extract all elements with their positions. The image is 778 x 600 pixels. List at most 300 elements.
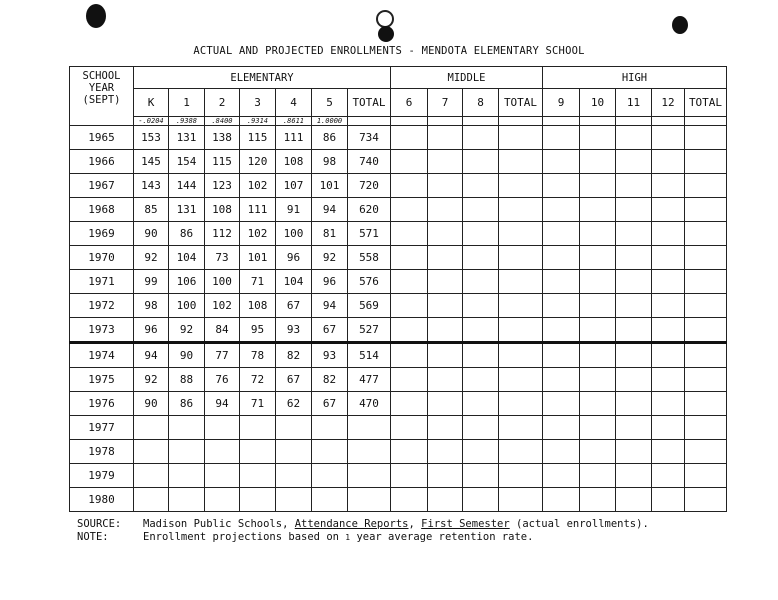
enrollment-cell bbox=[348, 488, 391, 512]
empty-cell bbox=[616, 246, 652, 270]
enrollment-cell: 67 bbox=[276, 294, 312, 318]
table-row bbox=[70, 392, 727, 416]
punch-hole-right bbox=[672, 16, 688, 34]
enrollment-cell: 470 bbox=[348, 392, 391, 416]
grade-header-high: 10 bbox=[580, 89, 616, 117]
grade-header-mid: 7 bbox=[428, 89, 463, 117]
empty-cell bbox=[428, 150, 463, 174]
empty-cell bbox=[652, 198, 685, 222]
year-cell: 1978 bbox=[70, 440, 134, 464]
retention-rate: -.0204 bbox=[134, 117, 169, 126]
enrollment-cell: 108 bbox=[240, 294, 276, 318]
enrollment-cell: 143 bbox=[134, 174, 169, 198]
empty-cell bbox=[580, 488, 616, 512]
source-line bbox=[77, 518, 649, 531]
grade-header-high: 9 bbox=[543, 89, 580, 117]
enrollment-cell: 94 bbox=[205, 392, 240, 416]
empty-cell bbox=[428, 416, 463, 440]
year-cell: 1967 bbox=[70, 174, 134, 198]
empty-cell bbox=[616, 150, 652, 174]
empty-cell bbox=[616, 368, 652, 392]
empty-cell bbox=[543, 392, 580, 416]
table-row bbox=[70, 198, 727, 222]
source-label: SOURCE: bbox=[77, 518, 122, 530]
empty-cell bbox=[652, 440, 685, 464]
enrollment-cell bbox=[240, 416, 276, 440]
empty-cell bbox=[391, 294, 428, 318]
empty-cell bbox=[463, 416, 499, 440]
empty-cell bbox=[463, 464, 499, 488]
empty-cell bbox=[616, 318, 652, 343]
empty-cell bbox=[652, 343, 685, 368]
empty-cell bbox=[463, 488, 499, 512]
table-row bbox=[70, 270, 727, 294]
enrollment-cell: 527 bbox=[348, 318, 391, 343]
enrollment-cell bbox=[134, 416, 169, 440]
enrollment-cell bbox=[348, 440, 391, 464]
table-row bbox=[70, 343, 727, 368]
enrollment-cell bbox=[276, 488, 312, 512]
empty-cell bbox=[580, 464, 616, 488]
table-row bbox=[70, 222, 727, 246]
empty-cell bbox=[685, 270, 727, 294]
enrollment-cell: 131 bbox=[169, 198, 205, 222]
year-cell: 1974 bbox=[70, 343, 134, 368]
enrollment-cell: 98 bbox=[312, 150, 348, 174]
enrollment-cell bbox=[312, 464, 348, 488]
empty-cell bbox=[543, 318, 580, 343]
enrollment-cell bbox=[348, 416, 391, 440]
enrollment-cell: 138 bbox=[205, 126, 240, 150]
empty-cell bbox=[463, 318, 499, 343]
empty-cell bbox=[652, 416, 685, 440]
enrollment-cell: 100 bbox=[276, 222, 312, 246]
empty-cell bbox=[543, 150, 580, 174]
enrollment-cell: 477 bbox=[348, 368, 391, 392]
enrollment-cell: 111 bbox=[276, 126, 312, 150]
enrollment-cell: 88 bbox=[169, 368, 205, 392]
empty-cell bbox=[499, 126, 543, 150]
year-cell: 1980 bbox=[70, 488, 134, 512]
note-line bbox=[77, 531, 649, 544]
empty-rate-cell bbox=[543, 117, 580, 126]
year-cell: 1977 bbox=[70, 416, 134, 440]
empty-cell bbox=[685, 343, 727, 368]
empty-cell bbox=[499, 488, 543, 512]
empty-cell bbox=[685, 464, 727, 488]
enrollment-cell bbox=[348, 464, 391, 488]
enrollment-cell: 145 bbox=[134, 150, 169, 174]
table-row bbox=[70, 464, 727, 488]
empty-cell bbox=[685, 318, 727, 343]
empty-cell bbox=[652, 126, 685, 150]
empty-cell bbox=[499, 392, 543, 416]
empty-rate-cell bbox=[685, 117, 727, 126]
source-title-semester: First Semester bbox=[421, 518, 510, 530]
table-row bbox=[70, 488, 727, 512]
empty-cell bbox=[616, 126, 652, 150]
empty-cell bbox=[428, 270, 463, 294]
empty-cell bbox=[463, 440, 499, 464]
year-cell: 1968 bbox=[70, 198, 134, 222]
enrollment-cell: 112 bbox=[205, 222, 240, 246]
enrollment-cell: 67 bbox=[312, 392, 348, 416]
enrollment-cell: 102 bbox=[205, 294, 240, 318]
empty-cell bbox=[685, 392, 727, 416]
enrollment-cell: 73 bbox=[205, 246, 240, 270]
year-cell: 1971 bbox=[70, 270, 134, 294]
empty-cell bbox=[543, 294, 580, 318]
group-header-elementary: ELEMENTARY bbox=[134, 67, 391, 89]
empty-cell bbox=[428, 318, 463, 343]
grade-header-elem: 2 bbox=[205, 89, 240, 117]
enrollment-cell: 740 bbox=[348, 150, 391, 174]
empty-cell bbox=[580, 126, 616, 150]
empty-cell bbox=[463, 368, 499, 392]
enrollment-cell: 734 bbox=[348, 126, 391, 150]
empty-cell bbox=[391, 440, 428, 464]
empty-cell bbox=[499, 198, 543, 222]
enrollment-cell: 93 bbox=[312, 343, 348, 368]
enrollment-cell: 92 bbox=[169, 318, 205, 343]
empty-cell bbox=[543, 246, 580, 270]
grade-header-elem: 3 bbox=[240, 89, 276, 117]
empty-cell bbox=[428, 126, 463, 150]
empty-cell bbox=[391, 318, 428, 343]
empty-cell bbox=[391, 270, 428, 294]
enrollment-cell: 153 bbox=[134, 126, 169, 150]
year-cell: 1972 bbox=[70, 294, 134, 318]
enrollment-cell: 104 bbox=[169, 246, 205, 270]
empty-cell bbox=[463, 246, 499, 270]
empty-rate-cell bbox=[580, 117, 616, 126]
source-text: Madison Public Schools, bbox=[143, 518, 295, 530]
empty-cell bbox=[499, 222, 543, 246]
empty-cell bbox=[580, 246, 616, 270]
empty-cell bbox=[391, 222, 428, 246]
enrollment-cell bbox=[134, 488, 169, 512]
empty-cell bbox=[428, 294, 463, 318]
enrollment-cell bbox=[276, 416, 312, 440]
empty-cell bbox=[463, 174, 499, 198]
empty-rate-cell bbox=[463, 117, 499, 126]
empty-cell bbox=[580, 270, 616, 294]
grade-header-elem: 1 bbox=[169, 89, 205, 117]
punch-hole-left bbox=[86, 4, 106, 28]
year-cell: 1973 bbox=[70, 318, 134, 343]
empty-cell bbox=[428, 392, 463, 416]
empty-cell bbox=[428, 198, 463, 222]
grade-header-elem: 5 bbox=[312, 89, 348, 117]
empty-cell bbox=[391, 368, 428, 392]
footer bbox=[77, 518, 649, 544]
enrollment-cell: 71 bbox=[240, 270, 276, 294]
enrollment-cell: 99 bbox=[134, 270, 169, 294]
empty-cell bbox=[580, 440, 616, 464]
enrollment-cell: 101 bbox=[240, 246, 276, 270]
retention-rate: .8611 bbox=[276, 117, 312, 126]
retention-rate bbox=[348, 117, 391, 126]
empty-cell bbox=[580, 318, 616, 343]
empty-cell bbox=[391, 174, 428, 198]
year-cell: 1970 bbox=[70, 246, 134, 270]
year-cell: 1966 bbox=[70, 150, 134, 174]
enrollment-cell: 72 bbox=[240, 368, 276, 392]
empty-cell bbox=[685, 416, 727, 440]
enrollment-cell: 108 bbox=[205, 198, 240, 222]
enrollment-cell: 71 bbox=[240, 392, 276, 416]
enrollment-cell: 90 bbox=[169, 343, 205, 368]
source-separator: , bbox=[408, 518, 422, 530]
enrollment-cell: 92 bbox=[312, 246, 348, 270]
retention-rate: .9388 bbox=[169, 117, 205, 126]
enrollment-cell: 77 bbox=[205, 343, 240, 368]
empty-rate-cell bbox=[428, 117, 463, 126]
empty-cell bbox=[616, 416, 652, 440]
empty-cell bbox=[391, 416, 428, 440]
empty-cell bbox=[499, 150, 543, 174]
empty-cell bbox=[463, 343, 499, 368]
grade-header-mid: 8 bbox=[463, 89, 499, 117]
empty-cell bbox=[499, 440, 543, 464]
enrollment-cell bbox=[169, 464, 205, 488]
enrollment-cell: 94 bbox=[134, 343, 169, 368]
enrollment-cell: 62 bbox=[276, 392, 312, 416]
enrollment-cell: 90 bbox=[134, 392, 169, 416]
enrollment-cell bbox=[240, 440, 276, 464]
empty-cell bbox=[652, 392, 685, 416]
empty-cell bbox=[391, 246, 428, 270]
empty-cell bbox=[543, 368, 580, 392]
empty-cell bbox=[580, 174, 616, 198]
empty-cell bbox=[580, 392, 616, 416]
empty-cell bbox=[685, 150, 727, 174]
enrollment-cell: 115 bbox=[240, 126, 276, 150]
retention-rate: 1.0000 bbox=[312, 117, 348, 126]
empty-cell bbox=[499, 270, 543, 294]
enrollment-cell bbox=[240, 464, 276, 488]
empty-cell bbox=[543, 198, 580, 222]
enrollment-cell: 108 bbox=[276, 150, 312, 174]
grade-header-mid: TOTAL bbox=[499, 89, 543, 117]
year-cell: 1979 bbox=[70, 464, 134, 488]
source-title-attendance: Attendance Reports bbox=[294, 518, 409, 530]
group-header-middle: MIDDLE bbox=[391, 67, 543, 89]
table-row bbox=[70, 126, 727, 150]
grade-header-elem: 4 bbox=[276, 89, 312, 117]
enrollment-cell: 514 bbox=[348, 343, 391, 368]
enrollment-cell bbox=[169, 416, 205, 440]
enrollment-cell bbox=[205, 440, 240, 464]
empty-cell bbox=[499, 416, 543, 440]
empty-cell bbox=[391, 150, 428, 174]
group-header-high: HIGH bbox=[543, 67, 727, 89]
note-text: Enrollment projections based on bbox=[143, 531, 346, 543]
enrollment-cell: 154 bbox=[169, 150, 205, 174]
empty-cell bbox=[685, 294, 727, 318]
empty-cell bbox=[391, 126, 428, 150]
empty-cell bbox=[428, 343, 463, 368]
empty-cell bbox=[499, 174, 543, 198]
enrollment-cell: 123 bbox=[205, 174, 240, 198]
empty-cell bbox=[543, 222, 580, 246]
empty-cell bbox=[580, 198, 616, 222]
year-cell: 1975 bbox=[70, 368, 134, 392]
empty-cell bbox=[463, 294, 499, 318]
empty-rate-cell bbox=[652, 117, 685, 126]
grade-header-high: 11 bbox=[616, 89, 652, 117]
enrollment-cell bbox=[312, 440, 348, 464]
empty-cell bbox=[652, 270, 685, 294]
enrollment-cell: 81 bbox=[312, 222, 348, 246]
table-row bbox=[70, 150, 727, 174]
year-header-line: SCHOOL bbox=[82, 70, 121, 82]
retention-rate: .9314 bbox=[240, 117, 276, 126]
empty-cell bbox=[463, 198, 499, 222]
year-column-header bbox=[70, 67, 134, 126]
empty-cell bbox=[543, 464, 580, 488]
enrollment-cell: 100 bbox=[169, 294, 205, 318]
table-row bbox=[70, 174, 727, 198]
year-cell: 1965 bbox=[70, 126, 134, 150]
enrollment-cell: 96 bbox=[312, 270, 348, 294]
enrollment-cell: 76 bbox=[205, 368, 240, 392]
empty-cell bbox=[391, 343, 428, 368]
empty-cell bbox=[428, 174, 463, 198]
enrollment-cell: 86 bbox=[169, 392, 205, 416]
empty-cell bbox=[616, 440, 652, 464]
enrollment-cell: 101 bbox=[312, 174, 348, 198]
empty-cell bbox=[580, 150, 616, 174]
note-label: NOTE: bbox=[77, 531, 109, 543]
empty-cell bbox=[616, 343, 652, 368]
enrollment-cell: 106 bbox=[169, 270, 205, 294]
enrollment-cell: 94 bbox=[312, 294, 348, 318]
empty-rate-cell bbox=[616, 117, 652, 126]
enrollment-cell bbox=[134, 440, 169, 464]
enrollment-cell: 92 bbox=[134, 368, 169, 392]
empty-cell bbox=[391, 392, 428, 416]
empty-cell bbox=[499, 246, 543, 270]
enrollment-cell: 102 bbox=[240, 174, 276, 198]
enrollment-cell bbox=[205, 416, 240, 440]
enrollment-cell bbox=[205, 488, 240, 512]
enrollment-cell: 104 bbox=[276, 270, 312, 294]
enrollment-cell: 67 bbox=[276, 368, 312, 392]
empty-cell bbox=[652, 174, 685, 198]
empty-cell bbox=[428, 368, 463, 392]
enrollment-cell: 569 bbox=[348, 294, 391, 318]
enrollment-cell: 94 bbox=[312, 198, 348, 222]
empty-cell bbox=[652, 150, 685, 174]
empty-cell bbox=[463, 392, 499, 416]
enrollment-cell: 111 bbox=[240, 198, 276, 222]
empty-cell bbox=[463, 150, 499, 174]
table-row bbox=[70, 246, 727, 270]
enrollment-cell: 620 bbox=[348, 198, 391, 222]
empty-cell bbox=[580, 368, 616, 392]
empty-cell bbox=[580, 416, 616, 440]
empty-cell bbox=[616, 464, 652, 488]
empty-cell bbox=[499, 368, 543, 392]
empty-cell bbox=[543, 343, 580, 368]
empty-cell bbox=[499, 464, 543, 488]
enrollment-cell: 82 bbox=[276, 343, 312, 368]
empty-rate-cell bbox=[499, 117, 543, 126]
empty-cell bbox=[652, 368, 685, 392]
year-header-line: YEAR bbox=[88, 82, 115, 94]
empty-cell bbox=[616, 488, 652, 512]
empty-cell bbox=[685, 174, 727, 198]
empty-cell bbox=[616, 198, 652, 222]
empty-cell bbox=[543, 270, 580, 294]
enrollment-cell: 102 bbox=[240, 222, 276, 246]
document-title: ACTUAL AND PROJECTED ENROLLMENTS - MENDOTA ELEMENTARY SCHOOL bbox=[193, 45, 585, 57]
empty-cell bbox=[616, 392, 652, 416]
table-row bbox=[70, 368, 727, 392]
enrollment-cell bbox=[134, 464, 169, 488]
empty-rate-cell bbox=[391, 117, 428, 126]
table-row bbox=[70, 294, 727, 318]
enrollment-cell bbox=[205, 464, 240, 488]
empty-cell bbox=[391, 198, 428, 222]
table-row bbox=[70, 440, 727, 464]
empty-cell bbox=[499, 294, 543, 318]
empty-cell bbox=[685, 488, 727, 512]
enrollment-cell: 95 bbox=[240, 318, 276, 343]
empty-cell bbox=[428, 246, 463, 270]
empty-cell bbox=[543, 174, 580, 198]
grade-header-mid: 6 bbox=[391, 89, 428, 117]
enrollment-cell: 78 bbox=[240, 343, 276, 368]
note-text-end: year average retention rate. bbox=[350, 531, 534, 543]
enrollment-cell: 90 bbox=[134, 222, 169, 246]
enrollment-cell: 92 bbox=[134, 246, 169, 270]
enrollment-cell: 571 bbox=[348, 222, 391, 246]
empty-cell bbox=[616, 174, 652, 198]
table-row bbox=[70, 318, 727, 343]
enrollment-cell: 720 bbox=[348, 174, 391, 198]
empty-cell bbox=[428, 222, 463, 246]
enrollment-cell: 98 bbox=[134, 294, 169, 318]
empty-cell bbox=[428, 440, 463, 464]
grade-header-elem: K bbox=[134, 89, 169, 117]
enrollment-cell: 576 bbox=[348, 270, 391, 294]
empty-cell bbox=[499, 318, 543, 343]
empty-cell bbox=[543, 126, 580, 150]
enrollment-cell bbox=[240, 488, 276, 512]
year-cell: 1976 bbox=[70, 392, 134, 416]
empty-cell bbox=[616, 270, 652, 294]
empty-cell bbox=[428, 488, 463, 512]
enrollment-cell: 67 bbox=[312, 318, 348, 343]
empty-cell bbox=[616, 222, 652, 246]
empty-cell bbox=[685, 246, 727, 270]
table-row bbox=[70, 416, 727, 440]
empty-cell bbox=[543, 488, 580, 512]
empty-cell bbox=[499, 343, 543, 368]
enrollment-cell: 86 bbox=[312, 126, 348, 150]
enrollment-cell bbox=[169, 488, 205, 512]
empty-cell bbox=[685, 126, 727, 150]
grade-header-elem: TOTAL bbox=[348, 89, 391, 117]
enrollment-cell bbox=[276, 440, 312, 464]
enrollment-cell: 120 bbox=[240, 150, 276, 174]
empty-cell bbox=[652, 222, 685, 246]
empty-cell bbox=[652, 464, 685, 488]
year-cell: 1969 bbox=[70, 222, 134, 246]
empty-cell bbox=[685, 198, 727, 222]
